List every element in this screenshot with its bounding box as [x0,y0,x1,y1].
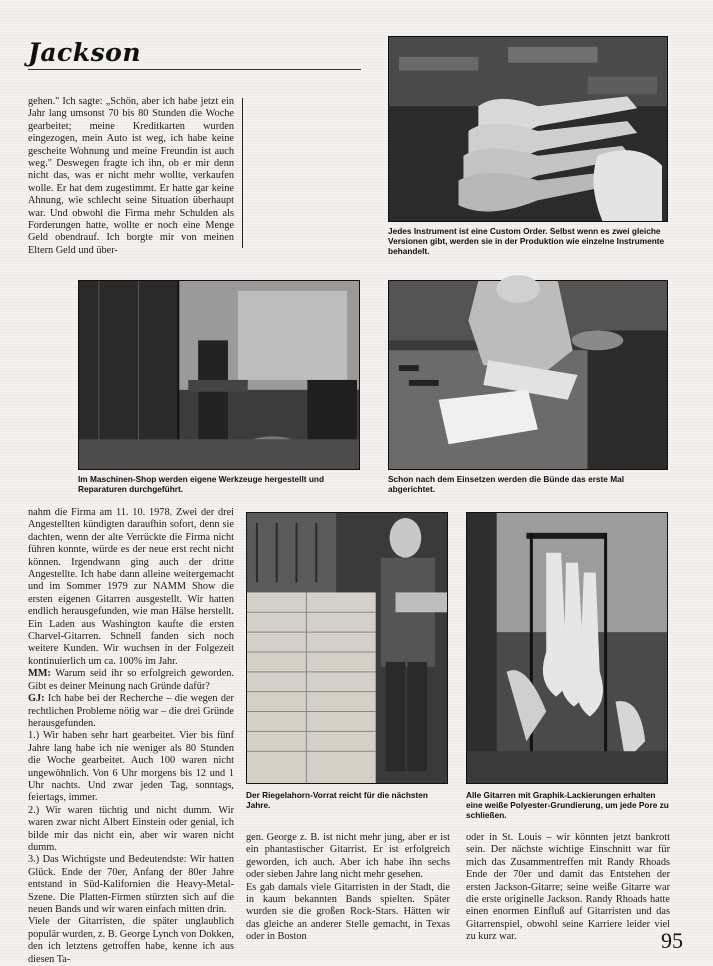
photo-painted-guitars [466,512,668,784]
article-text-col2 [246,832,450,943]
article-paragraph: 1.) Wir haben sehr hart gearbeitet. Vier bis fünf Jahre lang habe ich nie weniger als 80 Stunden die Woche gearbeitet. Auch 100 waren nicht ungewöhnlich. Von 6 Uhr morgens bis 12 und 1 Uhr nachts. Und zwar jeden Tag, sonntags, feiertags, immer. [28,730,234,804]
interview-answer: GJ: Ich habe bei der Recherche – die wegen der rechtlichen Probleme nötig war – die drei Gründe herausgefunden. [28,693,234,729]
article-text-main [28,507,234,965]
photo-guitar-bodies [388,36,668,222]
article-text-col3 [466,832,670,943]
photo-maple-stock [246,512,448,784]
article-paragraph: nahm die Firma am 11. 10. 1978. Zwei der drei Angestellten kündigten daraufhin sofort, denn sie dachten, wenn der alte Verrückte die Firma nicht führen konnte, würde es der neue erst recht nicht können. Irgendwann ging auch der dritte Angestellte. Ich habe dann alleine weitergemacht und im Sommer 1979 zur NAMM Show die ersten eigenen Gitarren ausgestellt. Wir hatten endlich herausgefunden, wie man Hälse herstellt. Ein Laden aus Washington kaufte die ersten Charvel-Gitarren. Schnell fanden sich noch weitere Kunden. Wir wuchsen in der Folgezeit kontinuierlich um ca. 100% im Jahr. [28,507,234,667]
photo-fret-work [388,280,668,470]
column-rule [242,98,243,248]
article-text-top [28,96,234,256]
caption-graphics: Alle Gitarren mit Graphik-Lackierungen erhalten eine weiße Polyester-Grundierung, um jede Pore zu schließen. [466,790,669,820]
caption-maple: Der Riegelahorn-Vorrat reicht für die nächsten Jahre. [246,790,428,810]
article-paragraph: Viele der Gitarristen, die später unglaublich populär wurden, z. B. George Lynch von Dokken, den ich letztens getroffen habe, kenne ich aus diesen Ta- [28,916,234,965]
caption-machine-shop: Im Maschinen-Shop werden eigene Werkzeuge hergestellt und Reparaturen durchgeführt. [78,474,325,494]
article-paragraph: gehen." Ich sagte: „Schön, aber ich habe jetzt ein Jahr lang umsonst 70 bis 80 Stunden die Woche gearbeitet; meine Kreditkarten wurden eingezogen, mein Auto ist weg, ich habe keine gescheite Wohnung und meine Freundin ist auch weg." Deswegen fragte ich ihn, ob er mir denn nicht das, was er nicht mehr wollte, verkaufen wolle. Er hat dem zugestimmt. Er hatte gar keine Ahnung, wie schlecht seine Situation überhaupt war. Und obwohl die Firma mehr Schulden als Forderungen hatte, wollte er noch eine Menge Geld obendrauf. Ich borgte mir von meinen Eltern Geld und über- [28,96,234,256]
article-paragraph: 3.) Das Wichtigste und Bedeutendste: Wir hatten Glück. Ende der 70er, Anfang der 80er Jahre entstand in Süd-Kalifornien die Heavy-Metal-Szene. Die Platten-Firmen stürzten sich auf die neuen Bands und wir waren einfach mitten drin. [28,854,234,915]
page-number: 95 [661,928,683,953]
article-paragraph: gen. George z. B. ist nicht mehr jung, aber er ist ein phantastischer Gitarrist. Er ist erfolgreich geworden, ich auch. Aber ich habe ihn sechs oder sieben Jahre lang nicht mehr gesehen. [246,832,450,881]
header-rule [28,69,361,70]
article-paragraph: oder in St. Louis – wir könnten jetzt bankrott sein. Der nächste wichtige Einschnitt war für mich das Zusammentreffen mit Randy Rhoads Ende der 70er und damit das Entstehen der ersten Jackson-Gitarre; seine weiße Gitarre war die erste originelle Jackson. Randy Rhoads hatte einen enormen Einfluß auf Gitarristen und das Gitarrenspiel, obwohl seine Karriere leider viel zu kurz war. [466,832,670,943]
article-paragraph: 2.) Wir waren tüchtig und nicht dumm. Wir waren zwar nicht Albert Einstein oder genial, ich bilde mir das nicht ein, aber wir waren nicht dumm. [28,804,234,853]
jackson-logo: Jackson [28,38,141,67]
caption-custom-order: Jedes Instrument ist eine Custom Order. Selbst wenn es zwei gleiche Versionen gibt, werden sie in der Produktion wie einzelne Instrumente behandelt. [388,226,665,256]
article-paragraph: Es gab damals viele Gitarristen in der Stadt, die in kaum bekannten Bands spielten. Später wurden sie die großen Rock-Stars. Hätten wir das gleiche an anderer Stelle gemacht, in Texas oder in Boston [246,881,450,943]
interview-question: MM: Warum seid ihr so erfolgreich geworden. Gibt es deiner Meinung nach Gründe dafür? [28,668,234,692]
speaker-label-mm: MM: [28,668,51,680]
caption-frets: Schon nach dem Einsetzen werden die Bünde das erste Mal abgerichtet. [388,474,625,494]
photo-machine-shop [78,280,360,470]
speaker-label-gj: GJ: [28,693,45,705]
